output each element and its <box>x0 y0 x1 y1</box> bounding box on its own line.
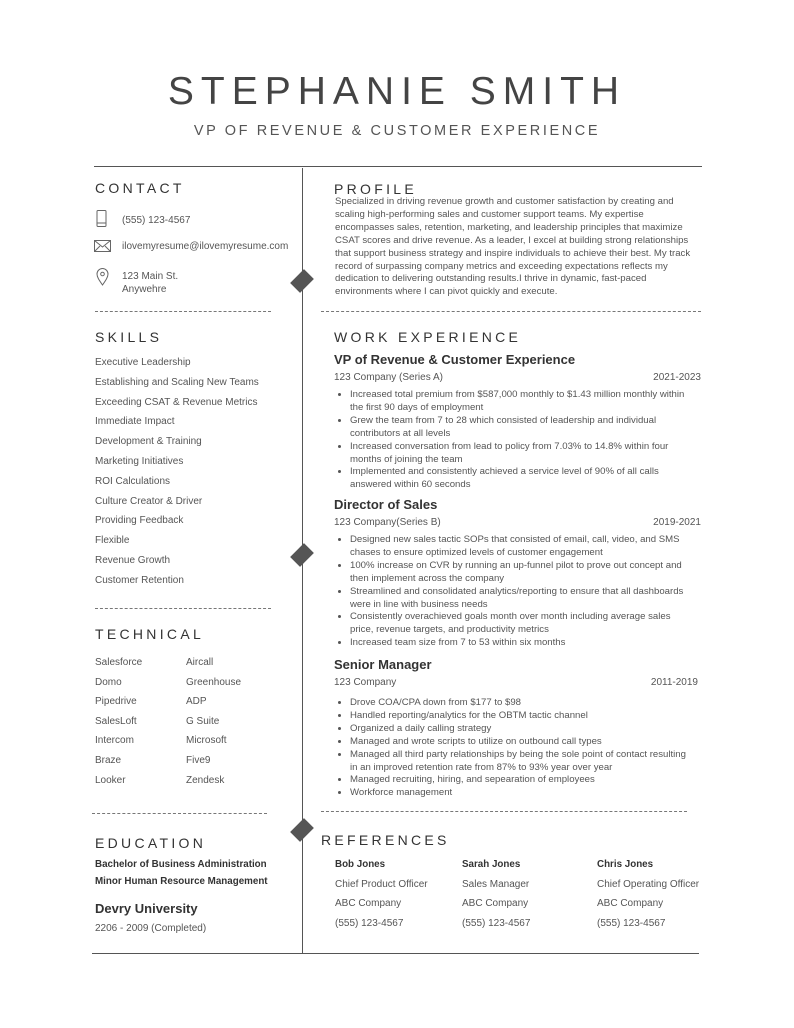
bullet-line: contributors at all levels <box>350 427 451 439</box>
skill-item: Establishing and Scaling New Teams <box>95 376 259 388</box>
skill-item: Flexible <box>95 535 130 547</box>
bullet-line: Increased conversation from lead to policy from 7.03% to 14.8% within four <box>350 440 669 452</box>
profile-line: Specialized in driving revenue growth and customer satisfaction by creating and <box>335 196 674 207</box>
skill-item: Development & Training <box>95 436 202 448</box>
reference-company: ABC Company <box>335 898 402 909</box>
technical-item: Five9 <box>186 754 211 766</box>
section-divider <box>92 813 267 814</box>
technical-item: Domo <box>95 676 122 688</box>
profile-line: dedication to delivering outstanding results.I thrive in dynamic, fast-paced <box>335 273 647 285</box>
contact-address-line2: Anywehre <box>122 284 167 295</box>
reference-name: Chris Jones <box>597 859 654 870</box>
skill-item: Immediate Impact <box>95 416 175 428</box>
divider-diamond <box>290 269 314 293</box>
bullet-line: the first 90 days of employment <box>350 401 484 413</box>
skill-item: ROI Calculations <box>95 475 171 487</box>
bullet-line: answered within 60 seconds <box>350 479 471 491</box>
reference-phone: (555) 123-4567 <box>462 917 531 929</box>
job-bullet <box>350 723 720 736</box>
profile-line: record of surpassing company metrics and exceeding expectations reflects my <box>335 260 668 272</box>
job-bullet <box>350 637 720 650</box>
divider-diamond <box>290 818 314 842</box>
bullet-line: Workforce management <box>350 787 453 799</box>
technical-item: Greenhouse <box>186 676 242 688</box>
job-bullet <box>350 534 720 560</box>
bullet-line: Managed all third party relationships by being the sole point of contact resulting <box>350 748 686 760</box>
reference-role: Chief Operating Officer <box>597 878 700 890</box>
job-years: 2021-2023 <box>653 372 701 383</box>
technical-item: Pipedrive <box>95 696 137 708</box>
skill-item: Revenue Growth <box>95 554 171 566</box>
job-bullet <box>350 586 720 612</box>
reference-phone: (555) 123-4567 <box>335 917 404 929</box>
resume-title: VP OF REVENUE & CUSTOMER EXPERIENCE <box>193 123 601 139</box>
bullet-line: Managed and wrote scripts to utilize on outbound call types <box>350 735 602 747</box>
reference-name: Bob Jones <box>335 859 386 870</box>
section-divider <box>95 608 271 609</box>
phone-icon <box>96 210 108 233</box>
bullet-line: then implement across the company <box>350 572 505 584</box>
job-company: 123 Company <box>334 677 397 688</box>
skills-heading: SKILLS <box>95 329 163 345</box>
profile-line: environments where I can pivot quickly and execute. <box>335 286 558 298</box>
profile-text <box>335 196 705 299</box>
technical-item: Intercom <box>95 735 134 747</box>
contact-phone: (555) 123-4567 <box>122 215 191 226</box>
reference-company: ABC Company <box>597 898 664 909</box>
bullet-line: Handled reporting/analytics for the OBTM tactic channel <box>350 709 588 721</box>
section-divider <box>321 311 701 312</box>
work-heading: WORK EXPERIENCE <box>334 329 522 345</box>
section-divider <box>321 811 687 812</box>
bottom-rule <box>92 953 699 954</box>
references-heading: REFERENCES <box>321 832 450 848</box>
resume-name: STEPHANIE SMITH <box>167 70 627 113</box>
job-title: Senior Manager <box>334 657 432 672</box>
location-pin-icon <box>96 268 109 291</box>
skill-item: Executive Leadership <box>95 357 191 368</box>
bullet-line: Managed recruiting, hiring, and sepearation of employees <box>350 774 595 786</box>
technical-item: Salesforce <box>95 657 143 668</box>
profile-line: that support business strategy and inspire individuals to achieve their best. My track <box>335 247 691 259</box>
reference-card <box>335 859 428 937</box>
skill-item: Marketing Initiatives <box>95 455 184 467</box>
bullet-line: were in line with business needs <box>350 598 488 610</box>
education-dates: 2206 - 2009 (Completed) <box>95 923 207 934</box>
technical-col1 <box>95 657 142 794</box>
top-rule <box>94 166 702 167</box>
profile-line: scaling high-performing sales and customer support teams. My expertise <box>335 208 644 220</box>
job-bullet <box>350 736 720 749</box>
bullet-line: Increased team size from 7 to 53 within six months <box>350 637 566 649</box>
profile-line: encompasses sales, retention, marketing, and leadership principles that maximize <box>335 221 683 233</box>
contact-heading: CONTACT <box>95 180 185 196</box>
education-heading: EDUCATION <box>95 835 207 851</box>
technical-item: Looker <box>95 774 126 786</box>
job-bullet <box>350 611 720 637</box>
bullet-line: Consistently overachieved goals month over month including average sales <box>350 611 671 623</box>
reference-role: Sales Manager <box>462 878 530 890</box>
contact-address-line1: 123 Main St. <box>122 271 179 282</box>
bullet-line: Streamlined and consolidated analytics/reporting to ensure that all dashboards <box>350 585 684 597</box>
job-title: Director of Sales <box>334 497 438 512</box>
job-bullets <box>335 697 720 800</box>
job-company: 123 Company(Series B) <box>334 517 441 528</box>
technical-item: Microsoft <box>186 735 227 747</box>
skills-list <box>95 357 259 595</box>
skill-item: Providing Feedback <box>95 515 184 527</box>
job-bullet <box>350 787 720 800</box>
job-years: 2019-2021 <box>653 517 701 528</box>
technical-item: ADP <box>186 696 207 708</box>
job-bullet <box>350 749 720 775</box>
job-company: 123 Company (Series A) <box>334 372 443 383</box>
bullet-line: price, revenue targets, and productivity metrics <box>350 624 549 636</box>
job-bullet <box>350 697 720 710</box>
technical-item: G Suite <box>186 715 220 727</box>
education-minor: Minor Human Resource Management <box>95 876 268 887</box>
reference-company: ABC Company <box>462 898 529 909</box>
reference-phone: (555) 123-4567 <box>597 917 666 929</box>
job-bullets <box>335 534 720 650</box>
profile-line: CSAT scores and drive revenue. As a leader, I excel at building strong relationships <box>335 234 689 246</box>
education-school: Devry University <box>95 901 198 916</box>
bullet-line: Drove COA/CPA down from $177 to $98 <box>350 697 521 708</box>
job-bullet <box>350 415 720 441</box>
contact-email: ilovemyresume@ilovemyresume.com <box>122 241 289 252</box>
bullet-line: Grew the team from 7 to 28 which consisted of leadership and individual <box>350 414 657 426</box>
job-years: 2011-2019 <box>650 677 698 688</box>
technical-item: SalesLoft <box>95 715 137 727</box>
reference-name: Sarah Jones <box>462 859 521 870</box>
education-degree: Bachelor of Business Administration <box>95 859 267 870</box>
bullet-line: Implemented and consistently achieved a service level of 90% of all calls <box>350 466 659 478</box>
reference-card <box>462 859 530 937</box>
skill-item: Exceeding CSAT & Revenue Metrics <box>95 396 258 408</box>
reference-role: Chief Product Officer <box>335 878 428 890</box>
divider-diamond <box>290 543 314 567</box>
profile-heading: PROFILE <box>334 181 418 197</box>
technical-item: Zendesk <box>186 774 225 786</box>
envelope-icon <box>94 240 112 258</box>
job-bullet <box>350 441 720 467</box>
technical-item: Braze <box>95 754 122 766</box>
skill-item: Customer Retention <box>95 574 184 586</box>
technical-item: Aircall <box>186 657 214 668</box>
job-bullets <box>335 389 720 492</box>
technical-heading: TECHNICAL <box>95 626 205 642</box>
job-bullet <box>350 389 720 415</box>
reference-card <box>597 859 699 937</box>
bullet-line: Organized a daily calling strategy <box>350 722 492 734</box>
bullet-line: in an improved retention rate from 87% to 93% year over year <box>350 761 613 773</box>
job-bullet <box>350 560 720 586</box>
job-title: VP of Revenue & Customer Experience <box>334 352 576 367</box>
skill-item: Culture Creator & Driver <box>95 495 203 507</box>
bullet-line: chases to ensure optimized levels of customer engagement <box>350 546 603 558</box>
bullet-line: months of joining the team <box>350 453 463 465</box>
bullet-line: 100% increase on CVR by running an up-funnel pilot to prove out concept and <box>350 559 682 571</box>
bullet-line: Increased total premium from $587,000 monthly to $1.43 million monthly within <box>350 389 685 400</box>
job-bullet <box>350 710 720 723</box>
section-divider <box>95 311 271 312</box>
bullet-line: Designed new sales tactic SOPs that consisted of email, call, video, and SMS <box>350 534 680 545</box>
technical-col2 <box>186 657 241 794</box>
job-bullet <box>350 466 720 492</box>
job-bullet <box>350 774 720 787</box>
